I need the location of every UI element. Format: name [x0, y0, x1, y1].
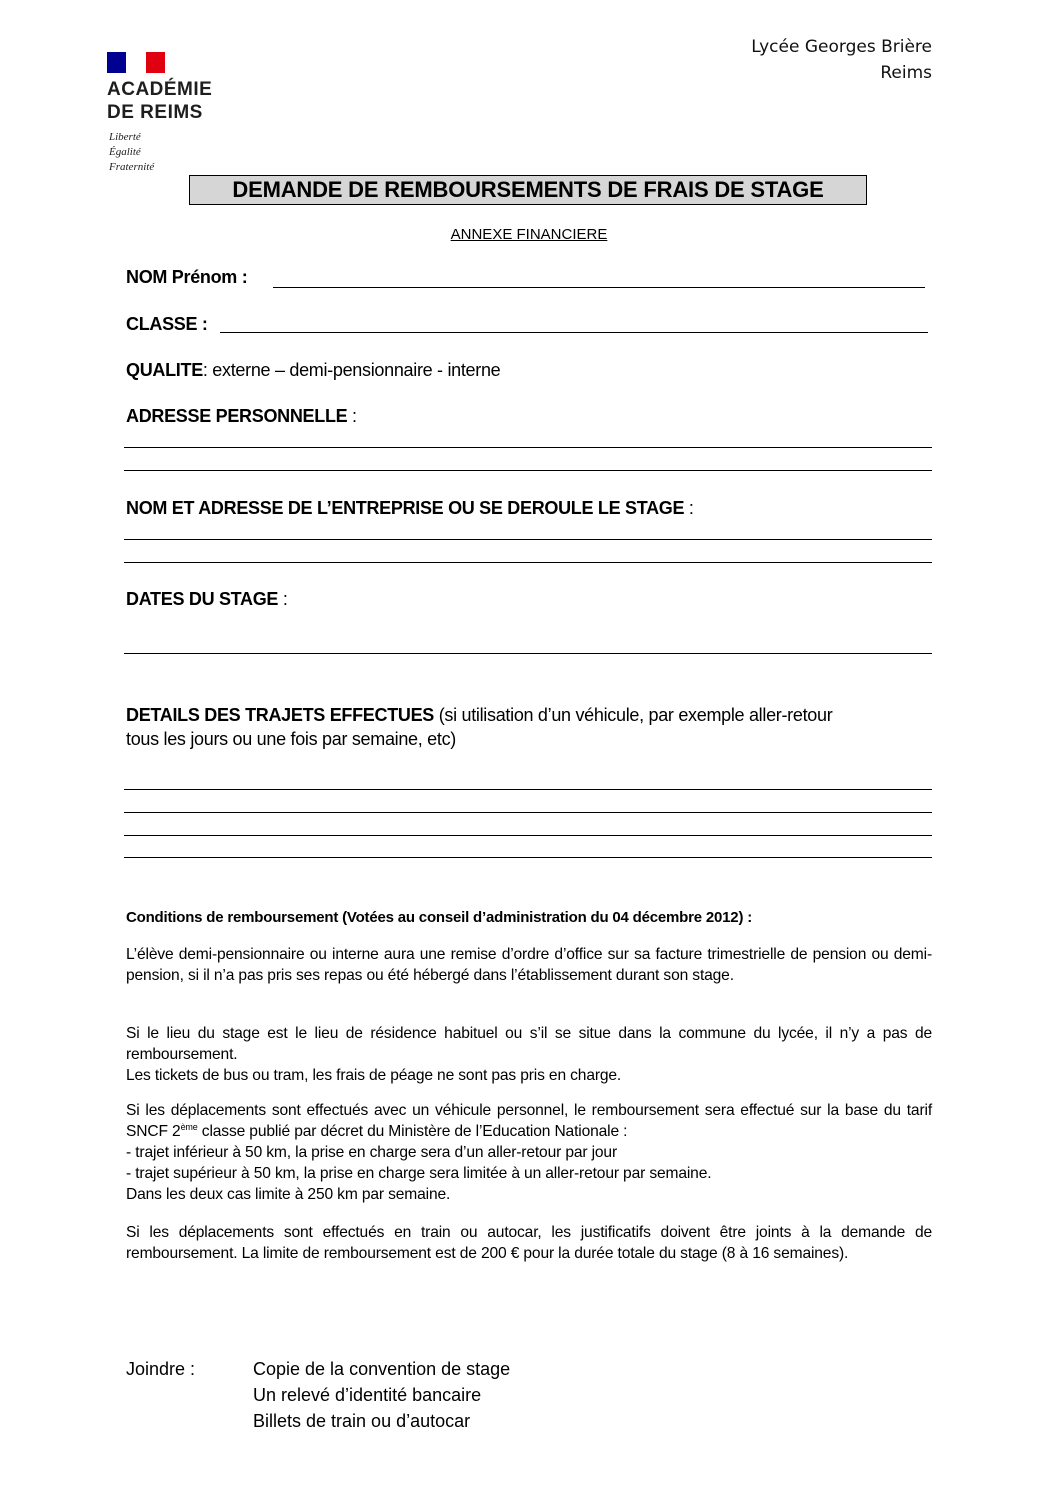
academie-logo [103, 48, 253, 193]
page-subtitle: ANNEXE FINANCIERE [450, 226, 608, 243]
trajets-field-line-2[interactable] [124, 812, 932, 813]
entreprise-field-line-1[interactable] [124, 539, 932, 540]
adresse-field-line-2[interactable] [124, 470, 932, 471]
dates-label: DATES DU STAGE : [126, 589, 288, 609]
classe-field[interactable] [220, 332, 928, 333]
joindre-item: Billets de train ou d’autocar [253, 1411, 471, 1431]
school-city: Reims [880, 63, 932, 83]
conditions-paragraph-1: L’élève demi-pensionnaire ou interne aura une remise d’ordre d’office sur sa facture trimestrielle de pension ou demi-pension, si il n’a pas pris ses repas ou été hébergé dans l’établissement durant son stage. [126, 946, 932, 984]
french-flag-icon [107, 52, 165, 73]
conditions-paragraph-3: Si les déplacements sont effectués avec un véhicule personnel, le remboursement sera effectué sur la base du tarif SNCF 2ème classe publié par décret du Ministère de l’Education Nationale : - trajet inférieur à 50 km, la prise en charge sera d’un aller-retour par jour - trajet supérieur à 50 km, la prise en charge sera limitée à un aller-retour par semaine. Dans les deux cas limite à 250 km par semaine. [126, 1102, 932, 1203]
motto-fraternite: Fraternité [109, 161, 155, 173]
conditions-paragraph-4: Si les déplacements sont effectués en train ou autocar, les justificatifs doivent être joints à la demande de remboursement. La limite de remboursement est de 200 € pour la durée totale du stage (8 à 16 semaines). [126, 1224, 932, 1262]
trajets-field-line-4[interactable] [124, 857, 932, 858]
motto-egalite: Égalité [109, 146, 141, 158]
qualite-row: QUALITE: externe – demi-pensionnaire - interne [126, 360, 501, 380]
adresse-label: ADRESSE PERSONNELLE : [126, 406, 357, 426]
school-name: Lycée Georges Brière [751, 37, 932, 57]
motto-liberte: Liberté [109, 131, 141, 143]
joindre-item: Un relevé d’identité bancaire [253, 1385, 482, 1405]
joindre-list [253, 1356, 510, 1434]
conditions-paragraph-2: Si le lieu du stage est le lieu de résidence habituel ou s’il se situe dans la commune du lycée, il n’y a pas de remboursement. Les tickets de bus ou tram, les frais de péage ne sont pas pris en charge. [126, 1025, 932, 1084]
logo-line-1: ACADÉMIE [107, 79, 213, 100]
entreprise-field-line-2[interactable] [124, 562, 932, 563]
trajets-field-line-1[interactable] [124, 789, 932, 790]
nom-prenom-field[interactable] [273, 287, 925, 288]
page-title: DEMANDE DE REMBOURSEMENTS DE FRAIS DE STAGE [189, 175, 867, 205]
joindre-label: Joindre : [126, 1359, 196, 1379]
adresse-field-line-1[interactable] [124, 447, 932, 448]
logo-line-2: DE REIMS [107, 102, 203, 123]
dates-field[interactable] [124, 653, 932, 654]
nom-prenom-label: NOM Prénom : [126, 267, 248, 287]
conditions-title: Conditions de remboursement (Votées au conseil d’administration du 04 décembre 2012) : [126, 909, 753, 926]
trajets-field-line-3[interactable] [124, 835, 932, 836]
joindre-item: Copie de la convention de stage [253, 1359, 511, 1379]
entreprise-label: NOM ET ADRESSE DE L’ENTREPRISE OU SE DEROULE LE STAGE : [126, 498, 694, 518]
classe-label: CLASSE : [126, 314, 208, 334]
trajets-label: DETAILS DES TRAJETS EFFECTUES (si utilisation d’un véhicule, par exemple aller-retour tous les jours ou une fois par semaine, etc) [126, 705, 833, 749]
